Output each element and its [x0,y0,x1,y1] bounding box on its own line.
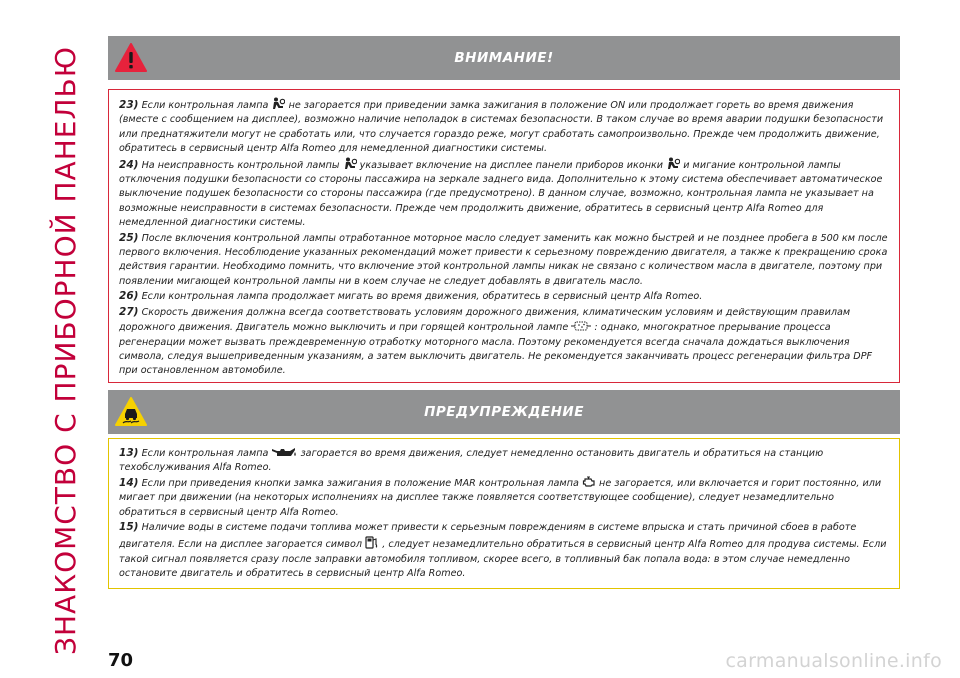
warning-item-26: 26) Если контрольная лампа продолжает мигать во время движения, обратитесь в сервисный центр Alfa Romeo. [119,290,703,303]
item-number: 27) [119,305,139,318]
item-number: 15) [119,521,139,534]
water-in-fuel-icon [365,535,379,549]
airbag-lamp-icon [343,157,357,170]
warning-item-23: 23) Если контрольная лампа не загорается при приведении замка зажигания в положение ON или продолжает гореть во время движения (вместе с сообщением на дисплее), возможно наличие неполадок в системах безопасности. В таком случае во время аварии подушки безопасности или преднатяжители могут не сработать или, что случается гораздо реже, могут сработать самопроизвольно. Прежде чем продолжить движение, обратитесь в сервисный центр Alfa Romeo для немедленной диагностики системы. [119,99,884,155]
caution-header-bar [108,390,900,434]
caution-item-13: 13) Если контрольная лампа загорается во время движения, следует немедленно остановить двигатель и обратиться на станцию техобслуживания Alfa Romeo. [119,447,824,474]
car-skid-icon [114,396,148,428]
item-number: 23) [119,99,139,111]
item-number: 24) [119,158,139,171]
warning-item-27: 27) Скорость движения должна всегда соответствовать условиям дорожного движения, климатическим условиям и действующим правилам дорожного движения. Двигатель можно выключить и при горящей контрольной лампе : однако, многократное прерывание процесса регенерации может вызвать преждевременную отработку моторного масла. Поэтому рекомендуется всегда сначала дождаться выключения символа, следуя вышеприведенным указаниям, а затем выключить двигатель. Не рекомендуется заканчивать процесс регенерации фильтра DPF при остановленном автомобиле. [119,305,873,377]
engine-check-icon [582,476,596,488]
item-number: 26) [119,290,139,303]
item-number: 25) [119,231,139,244]
caution-item-15: 15) Наличие воды в системе подачи топлива может привести к серьезным повреждениям в системе впрыска и стать причиной сбоев в работе двигателя. Если на дисплее загорается символ , следует незамедлительно обратиться в сервисный центр Alfa Romeo для продува системы. Если такой сигнал появляется сразу после заправки автомобиля топливом, скорее всего, в топливный бак попала вода: в этом случае немедленно остановите двигатель и обратитесь в сервисный центр Alfa Romeo. [119,521,887,580]
dpf-filter-icon [571,320,591,332]
item-number: 13) [119,447,139,459]
caution-section [108,390,900,589]
warning-title: ВНИМАНИЕ! [454,50,554,66]
warning-box [108,89,900,383]
warning-item-24: 24) На неисправность контрольной лампы указывает включение на дисплее панели приборов иконки и мигание контрольной лампы отключения подушки безопасности со стороны пассажира на зеркале заднего вида. Дополнительно к этому система обеспечивает автоматическое выключение подушек безопасности со стороны пассажира (где предусмотрено). В данном случае, возможно, контрольная лампа не указывает на возможные неисправности в системах безопасности. Прежде чем продолжить движение, обратитесь в сервисный центр Alfa Romeo для немедленной диагностики системы. [119,158,883,229]
warning-section [108,36,900,383]
caution-item-14: 14) Если при приведения кнопки замка зажигания в положение MAR контрольная лампа не загорается, или включается и горит постоянно, или мигает при движении (на некоторых исполнениях на дисплее также появляется соответствующее сообщение), следует незамедлительно обратиться в сервисный центр Alfa Romeo. [119,476,882,518]
warning-triangle-icon [114,42,148,74]
warning-item-25: 25) После включения контрольной лампы отработанное моторное масло следует заменить как можно быстрей и не позднее пробега в 500 км после первого включения. Несоблюдение указанных рекомендаций может привести к серьезному повреждению двигателя, а также к прекращению срока действия гарантии. Необходимо помнить, что включение этой контрольной лампы никак не связано с количеством масла в двигателе, поэтому при появлении мигающей контрольной лампы ни в коем случае не следует добавлять в двигатель масло. [119,231,888,287]
page-number: 70 [108,650,134,671]
caution-title: ПРЕДУПРЕЖДЕНИЕ [424,404,584,420]
warning-header-bar [108,36,900,80]
oil-pressure-icon [271,446,297,458]
airbag-lamp-icon [666,157,680,170]
airbag-lamp-icon [271,97,285,110]
watermark: carmanualsonline.info [725,650,942,672]
side-chapter-title-text: ЗНАКОМСТВО С ПРИБОРНОЙ ПАНЕЛЬЮ [48,45,82,655]
caution-box [108,438,900,589]
item-number: 14) [119,476,139,489]
side-chapter-title [40,30,90,670]
